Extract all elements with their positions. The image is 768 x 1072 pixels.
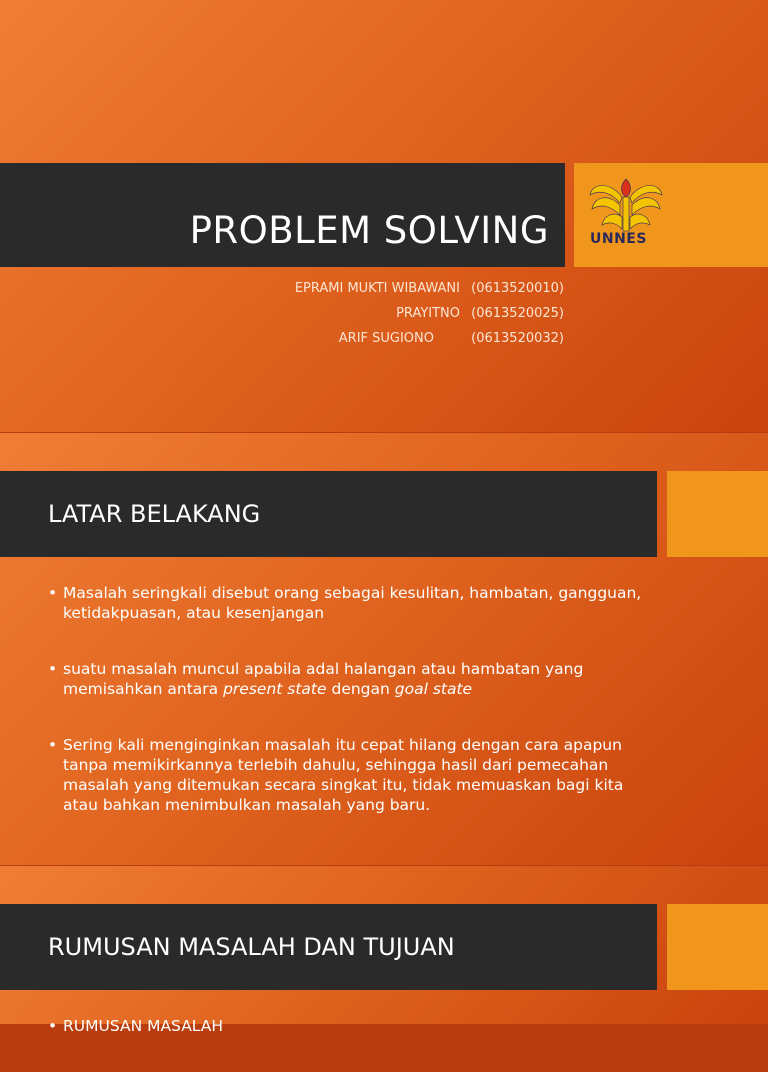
bullet-list [48,1016,658,1072]
author-id: (0613520010) [471,281,564,296]
slide-latar-belakang[interactable] [0,433,768,865]
section-title-bar [0,471,657,557]
italic-term: goal state [394,680,473,698]
author-id: (0613520032) [471,331,564,346]
authors-list [200,276,564,351]
author-row [200,301,564,326]
italic-term: present state [223,680,327,698]
author-row [200,276,564,301]
bullet-text: suatu masalah muncul apabila adal halangan atau hambatan yang memisahkan antara [63,660,584,698]
section-title: RUMUSAN MASALAH DAN TUJUAN [48,933,455,961]
author-name: PRAYITNO [396,306,460,321]
author-id: (0613520025) [471,306,564,321]
slide-rumusan-masalah[interactable] [0,866,768,1035]
bullet-item [48,659,658,699]
bullet-item: • Sering kali menginginkan masalah itu cepat hilang dengan cara apapun tanpa memikirkannya terlebih dahulu, sehingga hasil dari pemecahan masalah yang ditemukan secara singkat itu, tidak memuaskan bagi kita atau bahkan menimbulkan masalah yang baru. [48,735,658,815]
title-bar [0,163,565,267]
section-title-bar [0,904,657,990]
bullet-item: • RUMUSAN MASALAH [48,1016,658,1036]
bullet-item: • Masalah seringkali disebut orang sebagai kesulitan, hambatan, gangguan, ketidakpuasan, atau kesenjangan [48,583,658,623]
slide-title[interactable] [0,0,768,432]
logo-text: UNNES [590,231,647,247]
bullet-list [48,583,658,851]
bullet-text: dengan [326,680,395,698]
author-name: EPRAMI MUKTI WIBAWANI [294,281,460,296]
section-title: LATAR BELAKANG [48,500,261,528]
accent-box [667,471,768,557]
author-name: ARIF SUGIONO [338,331,434,346]
presentation-title: PROBLEM SOLVING [189,209,549,252]
unnes-logo-icon [586,171,666,261]
author-row [200,326,564,351]
accent-box [667,904,768,990]
